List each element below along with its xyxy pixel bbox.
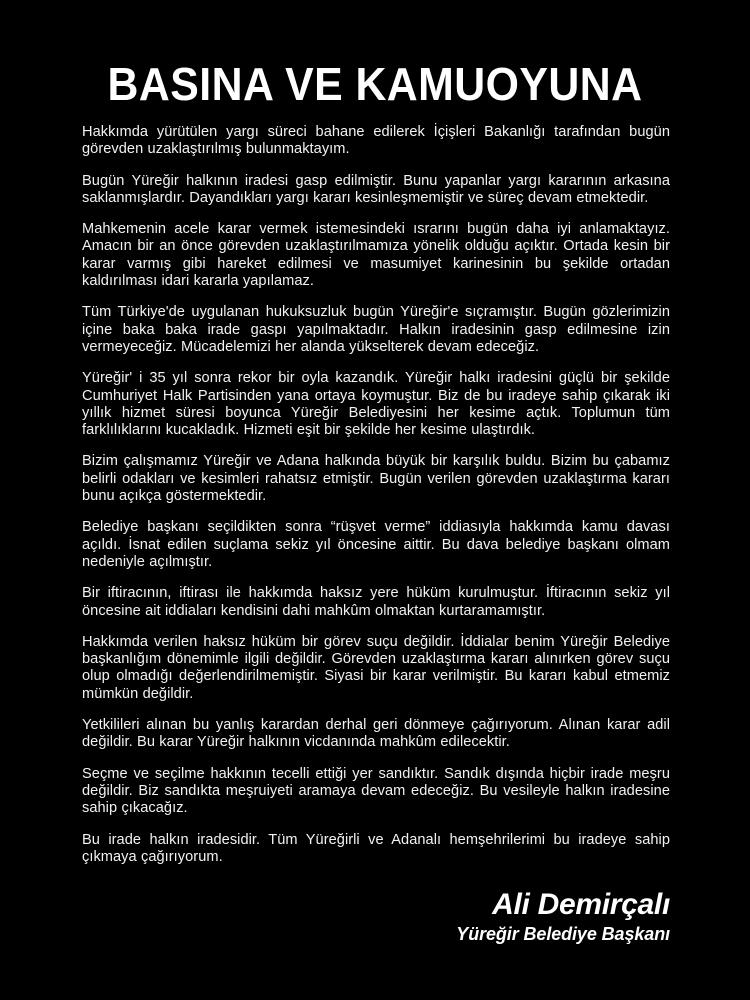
signatory-name: Ali Demirçalı [492,888,670,921]
page-title: BASINA VE KAMUOYUNA [107,58,643,110]
statement-paragraph: Bugün Yüreğir halkının iradesi gasp edilmiştir. Bunu yapanlar yargı kararının arkasına saklanmışlardır. Dayandıkları yargı kararı kesinleşmemiştir ve süreç devam etmektedir. [82,172,670,206]
statement-paragraph: Bizim çalışmamız Yüreğir ve Adana halkında büyük bir karşılık buldu. Bizim bu çabamız belirli odakları ve kesimleri rahatsız etmiştir. Bugün verilen görevden uzaklaştırma kararı bunu açıkça göstermektedir. [82,453,670,505]
statement-paragraph: Bu irade halkın iradesidir. Tüm Yüreğirli ve Adanalı hemşehrilerimi bu iradeye sahip çıkmaya çağırıyorum. [82,831,670,865]
statement-paragraph: Tüm Türkiye'de uygulanan hukuksuzluk bugün Yüreğir'e sıçramıştır. Bugün gözlerimizin içine baka baka irade gaspı yapılmaktadır. Halkın iradesinin gasp edilmesine izin vermeyeceğiz. Mücadelemizi her alanda yükselterek devam edeceğiz. [82,304,670,355]
signature-block [456,888,670,945]
statement-paragraph: Hakkımda verilen haksız hüküm bir görev suçu değildir. İddialar benim Yüreğir Belediye başkanlığım dönemimle ilgili değildir. Görevden uzaklaştırma kararı alınırken görev suçu olup olmadığı değerlendirilmemiştir. Siyasi bir karar verilmiştir. Bu kararı kabul etmemiz mümkün değildir. [82,633,670,702]
statement-paragraph: Yüreğir' i 35 yıl sonra rekor bir oyla kazandık. Yüreğir halkı iradesini güçlü bir şekilde Cumhuriyet Halk Partisinden yana ortaya koymuştur. Biz de bu iradeye sahip çıkarak iki yıllık hizmet süresi boyunca Yüreğir Belediyesini her kesime açtık. Toplumun tüm farklılıklarını kucakladık. Hizmeti eşit bir şekilde her kesime ulaştırdık. [82,370,670,439]
statement-paragraph: Seçme ve seçilme hakkının tecelli ettiği yer sandıktır. Sandık dışında hiçbir irade meşru değildir. Biz sandıkta meşruiyeti aramaya devam edeceğiz. Bu vesileyle halkın iradesine sahip çıkacağız. [82,765,670,817]
statement-paragraph: Yetkilileri alınan bu yanlış karardan derhal geri dönmeye çağırıyorum. Alınan karar adil değildir. Bu karar Yüreğir halkının vicdanında mahkûm edilecektir. [82,717,670,751]
statement-paragraph: Belediye başkanı seçildikten sonra “rüşvet verme” iddiasıyla hakkımda kamu davası açıldı. İsnat edilen suçlama sekiz yıl öncesine aittir. Bu dava belediye başkanı olmam nedeniyle açılmıştır. [82,519,670,570]
statement-paragraph: Mahkemenin acele karar vermek istemesindeki ısrarını bugün daha iyi anlamaktayız. Amacın bir an önce görevden uzaklaştırılmamıza yönelik olduğu açıktır. Ortada kesin bir karar varmış gibi hareket edilmesi ve masumiyet karinesinin bu şekilde ortadan kaldırılması idari kararla yapılamaz. [82,221,670,290]
statement-paragraph: Bir iftiracının, iftirası ile hakkımda haksız yere hüküm kurulmuştur. İftiracının sekiz yıl öncesine ait iddiaları kendisini dahi mahkûm olmaktan kurtaramamıştır. [82,585,670,619]
signatory-title: Yüreğir Belediye Başkanı [456,924,670,944]
statement-body [82,124,670,866]
statement-paragraph: Hakkımda yürütülen yargı süreci bahane edilerek İçişleri Bakanlığı tarafından bugün görevden uzaklaştırılmış bulunmaktayım. [82,124,670,158]
